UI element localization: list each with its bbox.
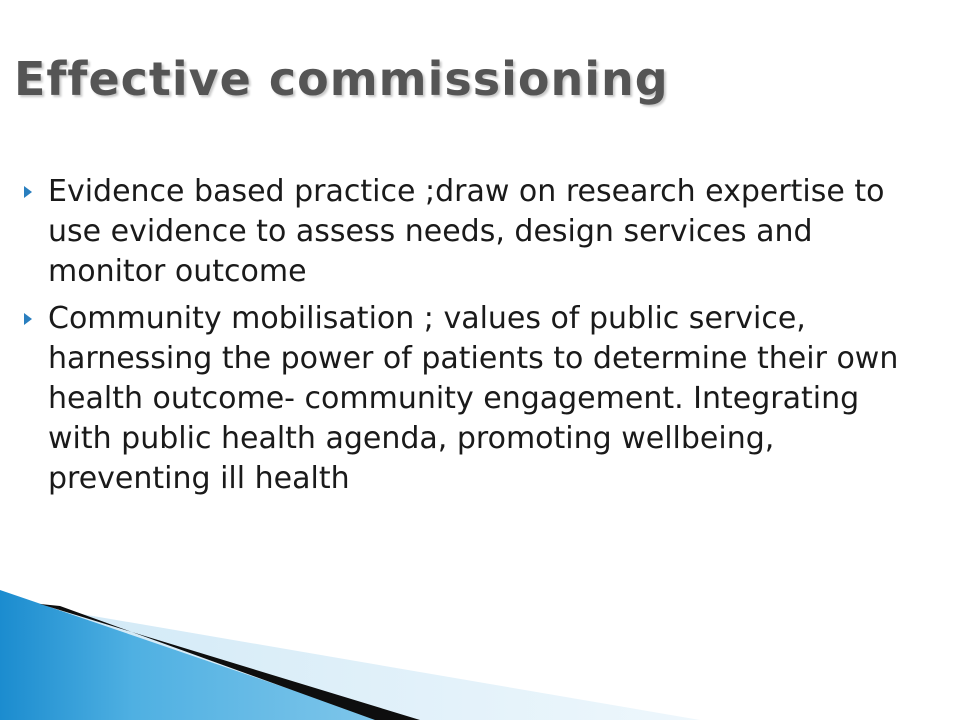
- slide-title: Effective commissioning: [14, 52, 669, 106]
- bullet-text: Evidence based practice ;draw on research expertise to use evidence to assess needs, design services and monitor outcome: [48, 174, 885, 289]
- bullet-text: Community mobilisation ; values of public service, harnessing the power of patients to determine their own health outcome- community engagement. Integrating with public health agenda, promoting wellbeing, preventing ill health: [48, 301, 899, 496]
- decorative-swoosh: [0, 590, 960, 720]
- bullet-item-community: [24, 299, 904, 499]
- bullet-item-evidence: [24, 172, 904, 292]
- right-triangle-bullet-icon: [24, 186, 32, 198]
- bullet-list: [24, 172, 904, 506]
- right-triangle-bullet-icon: [24, 313, 32, 325]
